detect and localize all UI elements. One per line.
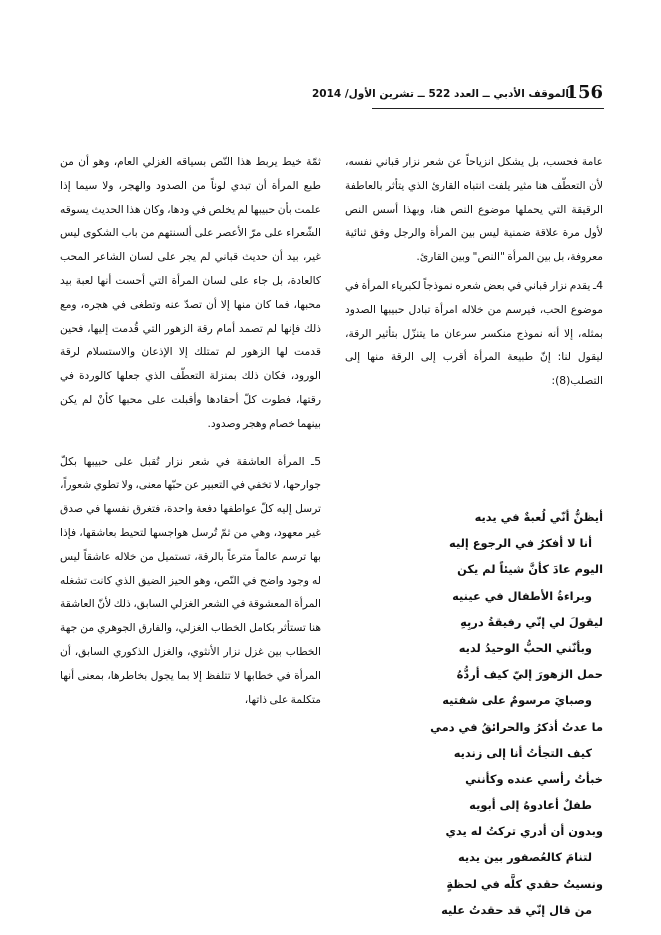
poem-line: أنا لا أفكرُ في الرجوع إليه	[449, 536, 592, 551]
poem-line: اليوم عادَ كأنَّ شيئاً لم يكن	[457, 562, 603, 577]
running-header	[311, 82, 603, 106]
poem-line: وبأنّني الحبُّ الوحيدُ لديه	[458, 640, 592, 655]
paragraph: 4ـ يقدم نزار قباني في بعض شعره نموذجاً لكبرياء المرأة في موضوع الحب، فيرسم من خلاله امرأة تبادل حبيبها الصدود بمثله، إلا أنه نموذج منكسر سرعان ما يتنزّل بتأثير الرقة، ليقول لنا: إنّ طبيعة المرأة أقرب إلى الرقة منها إلى التصلب(8):	[345, 278, 603, 388]
poem-line: ونسيتُ حقدي كلَّه في لحظةٍ	[446, 876, 603, 891]
poem-line: حمل الزهورَ إليّ كيف أردُّهُ	[456, 667, 603, 682]
running-title: الموقف الأدبي ــ العدد 522 ــ تشرين الأول/ 2014	[311, 88, 569, 100]
paragraph: ثمّة خيط يربط هذا النّص بسياقه الغزلي العام، وهو أن من طبع المرأة أن تبدي لوناً من الصدود والهجر، ولا سيما إذا علمت بأن حبيبها لم يخلص في ودها، وكان هذا الحديث يسوقه الشّعراء على مرّ الأعصر على ألسنتهم من باب الشكوى ليس غير، بيد أن حديث قباني لم يجر على لسان الشاعر المحب كالعادة، بل جاء على لسان المرأة التي أحست أنها لعبة بيد محبها، فما كان منها إلا أن تصدّ عنه وتطغى في هجره، ومع ذلك فإنها لم تصمد أمام رقة الزهور التي قُدمت إليها، فحين قدمت لها الزهور لم تمتلك إلا الإذعان والاستسلام لرقة الورود، فكان ذلك بمنزلة التعطّف الذي جعلها كالوردة في رقتها، فطوت كلّ أحقادها وأقبلت على محبها كأنْ لم يكن بينهما خصام وهجر وصدود.	[60, 155, 321, 430]
poem	[345, 504, 603, 923]
poem-line: من قال إنّي قد حقدتُ عليه	[441, 902, 592, 917]
paragraph: 5ـ المرأة العاشقة في شعر نزار تُقبل على حبيبها بكلّ جوارحها، لا تخفي في التعبير عن حبّها معنى، ولا تطوي شعوراً، ترسل إليه كلّ عواطفها دفعة واحدة، فتغرق نفسها في صدق غير معهود، وهي من ثمّ تُرسل هواجسها لتحيط بعاشقها، فإذا بها ترسم عالماً مترعاً بالرقة، تستميل من خلاله عاشقاً ليس له وجود واضح في النّص، وهو الحيز الضيق الذي كانت تشغله المرأة المعشوقة في الشعر الغزلي السابق، ذلك لأنّ العاشقة هنا تستأثر بكامل الخطاب الغزلي، والفارق الجوهري من جهة الخطاب بين غزل نزار الأنثوي، والغزل الذكوري السابق، أن المرأة في خطابها لا تتلفظ إلا بما يجول بخاطرها، بمعنى أنها متكلمة على ذاتها،	[60, 454, 321, 706]
poem-line: وبراءةُ الأطفال في عينيه	[452, 588, 592, 603]
poem-line: أيظنُّ أنّي لُعبةٌ في يديه	[474, 510, 603, 524]
poem-line: ليقولَ لي إنّي رفيقةُ دربِهِ	[460, 614, 603, 629]
left-column	[60, 150, 321, 711]
poem-line: طفلٌ أعادوهُ إلى أبويه	[469, 798, 592, 813]
poem-line: وبدون أن أدري تركتُ له يدي	[445, 824, 603, 839]
poem-line: خبأتُ رأسي عنده وكأنني	[465, 771, 603, 786]
header-rule	[372, 108, 604, 109]
poem-line: وصبايَ مرسومٌ على شفتيه	[442, 693, 592, 708]
poem-line: ما عدتُ أذكرُ والحرائقُ في دمي	[430, 719, 603, 734]
page-number: 156	[565, 82, 603, 103]
poem-line: كيف التجأتُ أنا إلى زنديه	[453, 745, 592, 760]
right-column	[345, 150, 603, 393]
poem-line: لتنامَ كالعُصفور بين يديه	[457, 850, 592, 865]
paragraph: عامة فحسب، بل يشكل انزياحاً عن شعر نزار قباني نفسه، لأن التعطّف هنا مثير يلفت انتباه القارئ الذي يتأثر بالعاطفة الرقيقة التي يحملها موضوع النص هنا، وبهذا أسس النص لأول مرة علاقة ضمنية ليس بين المرأة والرجل وفق ثنائية معروفة، بل بين المرأة "النص" وبين القارئ.	[345, 155, 603, 264]
